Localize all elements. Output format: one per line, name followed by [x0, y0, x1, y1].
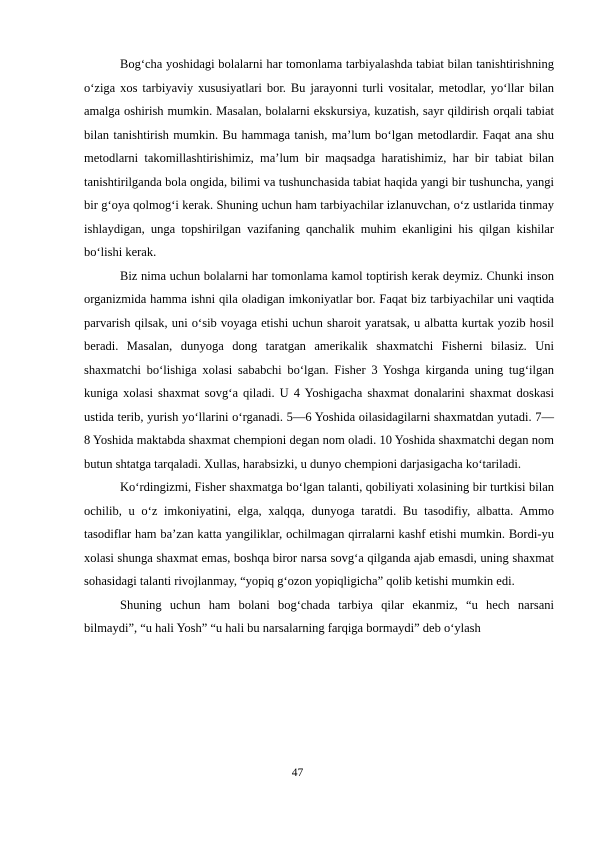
- paragraph-1: Bog‘cha yoshidagi bolalarni har tomonlama tarbiyalashda tabiat bilan tanishtirishning o‘ziga xos tarbiyaviy xususiyatlari bor. Bu jarayonni turli vositalar, metodlar, yo‘llar bilan amalga oshirish mumkin. Masalan, bolalarni ekskursiya, kuzatish, sayr qildirish orqali tabiat bilan tanishtirish mumkin. Bu hammaga tanish, ma’lum bo‘lgan metodlardir. Faqat ana shu metodlarni takomillashtirishimiz, ma’lum bir maqsadga haratishimiz, har bir tabiat bilan tanishtirilganda bola ongida, bilimi va tushunchasida tabiat haqida yangi bir tushuncha, yangi bir g‘oya qolmog‘i kerak. Shuning uchun ham tarbiyachilar izlanuvchan, o‘z ustlarida tinmay ishlaydigan, unga topshirilgan vazifaning qanchalik muhim ekanligini his qilgan kishilar bo‘lishi kerak.: [84, 57, 554, 259]
- paragraph-2: Biz nima uchun bolalarni har tomonlama kamol toptirish kerak deymiz. Chunki inson organizmida hamma ishni qila oladigan imkoniyatlar bor. Faqat biz tarbiyachilar uni vaqtida parvarish qilsak, uni o‘sib voyaga etishi uchun sharoit yaratsak, u albatta kurtak yozib hosil beradi. Masalan, dunyoga dong taratgan amerikalik shaxmatchi Fisherni bilasiz. Uni shaxmatchi bo‘lishiga xolasi sababchi bo‘lgan. Fisher 3 Yoshga kirganda uning tug‘ilgan kuniga xolasi shaxmat sovg‘a qiladi. U 4 Yoshigacha shaxmat donalarini shaxmat doskasi ustida terib, yurish yo‘llarini o‘rganadi. 5—6 Yoshida oilasidagilarni shaxmatdan yutadi. 7—8 Yoshida maktabda shaxmat chempioni degan nom oladi. 10 Yoshida shaxmatchi degan nom butun shtatga tarqaladi. Xullas, harabsizki, u dunyo chempioni darjasigacha ko‘tariladi.: [84, 268, 554, 471]
- paragraph-4: Shuning uchun ham bolani bog‘chada tarbiya qilar ekanmiz, “u hech narsani bilmaydi”, “u hali Yosh” “u hali bu narsalarning farqiga bormaydi” deb o‘ylash: [84, 597, 554, 635]
- document-body: [84, 53, 554, 641]
- page-number: 47: [291, 767, 304, 779]
- paragraph-3: Ko‘rdingizmi, Fisher shaxmatga bo‘lgan talanti, qobiliyati xolasining bir turtkisi bilan ochilib, u o‘z imkoniyatini, elga, xalqqa, dunyoga taratdi. Bu tasodifiy, albatta. Ammo tasodiflar ham ba’zan katta yangiliklar, ochilmagan qirralarni kashf etishi mumkin. Bordi-yu xolasi shunga shaxmat emas, boshqa biror narsa sovg‘a qilganda ajab emasdi, uning shaxmat sohasidagi talanti rivojlanmay, “yopiq g‘ozon yopiqligicha” qolib ketishi mumkin edi.: [84, 480, 554, 588]
